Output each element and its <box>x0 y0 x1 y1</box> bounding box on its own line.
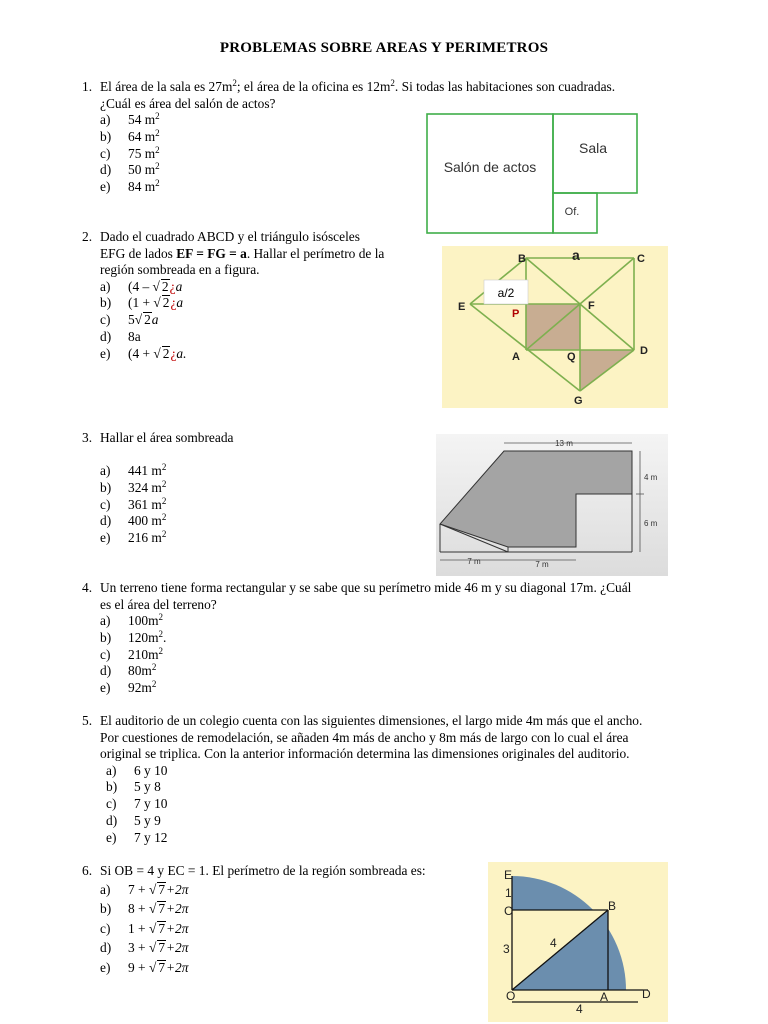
rooms-figure <box>420 108 652 238</box>
question-number: 3. <box>82 430 93 445</box>
option-c[interactable]: c) 7 y 10 <box>106 796 168 812</box>
shaded-area-figure <box>436 434 668 576</box>
question-stem: Hallar el área sombreada <box>100 430 234 445</box>
option-c[interactable]: c) $210m^2$ <box>100 645 164 662</box>
option-e[interactable]: e) 216 $m^2$ <box>100 528 167 545</box>
question-stem: Si OB = 4 y EC = 1. El perímetro de la región sombreada es: <box>100 863 426 878</box>
option-c[interactable]: c) 361 $m^2$ <box>100 495 167 512</box>
option-a[interactable]: a) 7 + √ 7+2π <box>100 881 189 897</box>
question-stem: El auditorio de un colegio cuenta con las siguientes dimensiones, el largo mide 4m más que el ancho. Por cuestiones de remodelación, se añaden 4m más de ancho y 8m más de largo con lo cual el área original se triplica. Con la anterior información determina las dimensiones originales del auditorio. <box>100 713 643 762</box>
option-a[interactable]: a) 441 $m^2$ <box>100 462 167 479</box>
option-d[interactable]: d) $80m^2$ <box>100 662 157 679</box>
option-a[interactable]: a) 54 $m^2$ <box>100 111 160 128</box>
option-c[interactable]: c) 75 $m^2$ <box>100 144 160 161</box>
answer-options <box>100 463 412 546</box>
answer-options <box>100 880 472 978</box>
svg-text:7 m: 7 m <box>467 557 481 566</box>
question-stem: Dado el cuadrado ABCD y el triángulo isósceles EFG de lados EF = FG = a. Hallar el perímetro de la región sombreada en a figura. <box>100 229 385 278</box>
svg-text:C: C <box>637 253 645 265</box>
question-number: 6. <box>82 863 93 878</box>
option-b[interactable]: b) $120m^2$. <box>100 628 167 645</box>
svg-text:7 m: 7 m <box>535 560 549 569</box>
svg-text:E: E <box>458 301 466 313</box>
question-4 <box>82 580 762 697</box>
question-number: 5. <box>82 713 93 728</box>
salon-label: Salón de actos <box>443 159 537 175</box>
option-c[interactable]: c) 5√ 2a <box>100 312 159 328</box>
svg-text:B: B <box>518 253 526 265</box>
answer-options <box>100 613 762 696</box>
answer-options <box>106 763 767 846</box>
svg-text:4: 4 <box>576 1002 583 1016</box>
option-d[interactable]: d) 400 $m^2$ <box>100 512 167 529</box>
svg-text:O: O <box>506 989 516 1003</box>
square-triangle-figure <box>442 246 668 408</box>
question-6 <box>82 863 472 977</box>
question-number: 1. <box>82 79 93 94</box>
quarter-circle-figure <box>488 862 668 1022</box>
option-e[interactable]: e) 7 y 12 <box>106 829 168 845</box>
answer-options <box>100 279 412 362</box>
svg-text:P: P <box>512 308 520 320</box>
option-a[interactable]: a) $100m^2$ <box>100 612 164 629</box>
svg-text:G: G <box>574 395 583 407</box>
option-b[interactable]: b) 64 $m^2$ <box>100 127 160 144</box>
option-e[interactable]: e) (4 + √ 2¿a. <box>100 345 187 361</box>
svg-text:A: A <box>512 351 520 363</box>
option-d[interactable]: d) 50 $m^2$ <box>100 161 160 178</box>
option-e[interactable]: e) 84 $m^2$ <box>100 177 160 194</box>
svg-text:3: 3 <box>503 942 510 956</box>
question-stem: Un terreno tiene forma rectangular y se sabe que su perímetro mide 46 m y su diagonal 17m. ¿Cuál es el área del terreno? <box>100 580 632 612</box>
svg-text:E: E <box>504 868 513 882</box>
option-a[interactable]: a) (4 – √ 2¿a <box>100 278 183 294</box>
page-title: PROBLEMAS SOBRE AREAS Y PERIMETROS <box>219 40 549 56</box>
sala-label: Sala <box>578 140 608 156</box>
question-3 <box>82 430 412 547</box>
svg-text:A: A <box>600 990 609 1004</box>
oficina-label: Of. <box>564 206 580 218</box>
svg-text:4: 4 <box>550 936 557 950</box>
question-2 <box>82 229 412 362</box>
option-b[interactable]: b) 5 y 8 <box>106 779 161 795</box>
question-number: 2. <box>82 229 93 244</box>
svg-text:B: B <box>608 899 617 913</box>
svg-text:13 m: 13 m <box>555 439 573 448</box>
option-b[interactable]: b) 8 + √ 7+2π <box>100 901 189 917</box>
svg-text:F: F <box>588 300 595 312</box>
svg-text:C: C <box>504 904 513 918</box>
question-5 <box>82 713 767 846</box>
option-c[interactable]: c) 1 + √ 7+2π <box>100 920 189 936</box>
svg-text:a: a <box>572 247 580 263</box>
option-d[interactable]: d) 5 y 9 <box>106 812 161 828</box>
svg-text:D: D <box>642 987 651 1001</box>
svg-text:6 m: 6 m <box>644 519 658 528</box>
half-a-label: a/2 <box>497 286 515 300</box>
question-stem: El área de la sala es $27m^2$; el área de la oficina es $12m^2$. Si todas las habitaciones son cuadradas. ¿Cuál es área del salón de actos? <box>100 78 616 111</box>
svg-text:4 m: 4 m <box>644 473 658 482</box>
question-number: 4. <box>82 580 93 595</box>
option-d[interactable]: d) 3 + √ 7+2π <box>100 940 189 956</box>
svg-text:D: D <box>640 345 648 357</box>
option-e[interactable]: e) 9 + √ 7+2π <box>100 959 189 975</box>
option-a[interactable]: a) 6 y 10 <box>106 762 168 778</box>
option-b[interactable]: b) 324 $m^2$ <box>100 478 167 495</box>
option-e[interactable]: e) $92m^2$ <box>100 678 157 695</box>
option-b[interactable]: b) (1 + √ 2¿a <box>100 295 184 311</box>
svg-text:1: 1 <box>505 886 512 900</box>
option-d[interactable]: d) 8a <box>100 328 141 344</box>
svg-text:Q: Q <box>567 351 576 363</box>
